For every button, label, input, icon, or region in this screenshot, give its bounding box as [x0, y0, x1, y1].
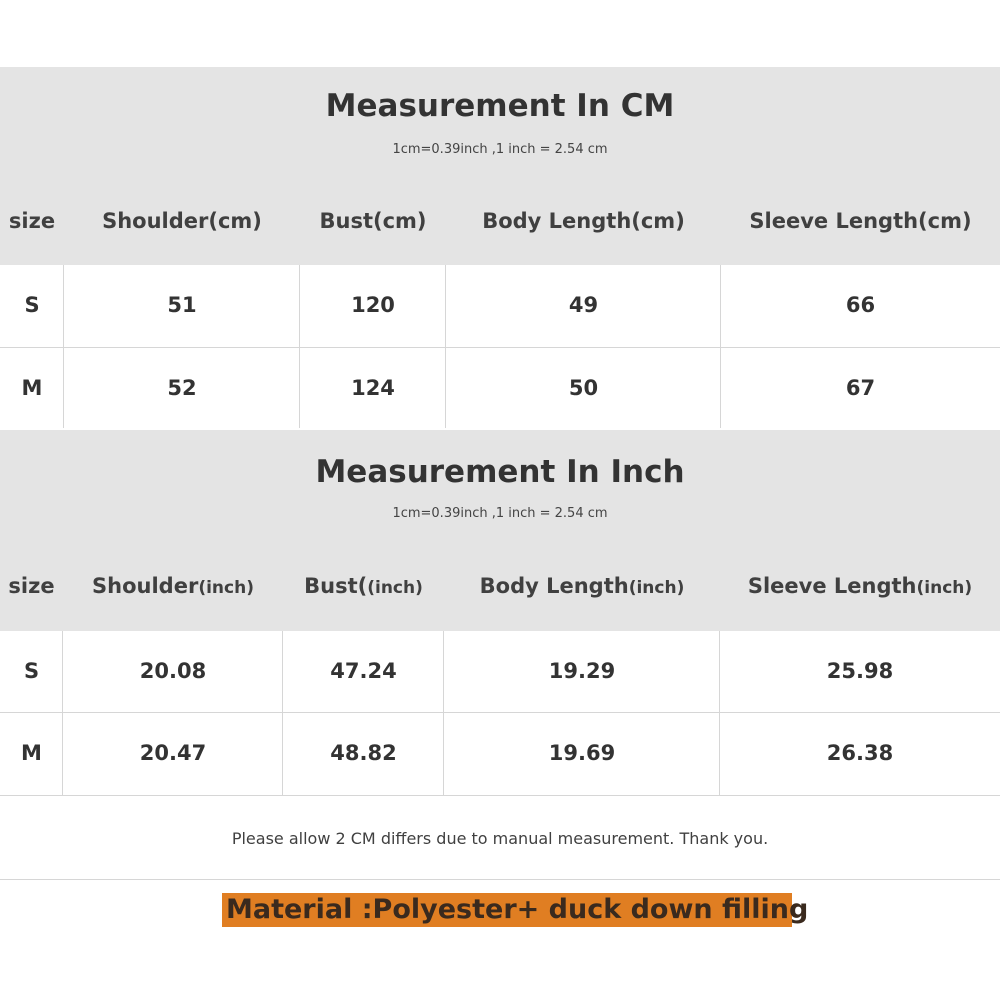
cm-cell-sleeve-length: 66	[845, 293, 876, 317]
cm-cell-bust: 120	[351, 293, 395, 317]
cm-cell-shoulder: 52	[167, 376, 197, 400]
cm-column-divider	[720, 265, 721, 428]
cm-cell-sleeve-length: 67	[845, 376, 876, 400]
cm-row-divider	[0, 347, 1000, 348]
cm-cell-size: M	[21, 376, 43, 400]
inch-header-shoulder: Shoulder(inch)	[92, 574, 254, 598]
inch-cell-body-length: 19.69	[548, 741, 616, 765]
inch-cell-size: M	[21, 741, 42, 765]
cm-column-divider	[299, 265, 300, 428]
inch-table-bottom-border	[0, 795, 1000, 796]
inch-cell-shoulder: 20.08	[139, 659, 207, 683]
cm-header-body-length: Body Length(cm)	[482, 209, 685, 233]
cm-cell-body-length: 49	[568, 293, 599, 317]
inch-cell-shoulder: 20.47	[139, 741, 207, 765]
cm-header-shoulder: Shoulder(cm)	[102, 209, 262, 233]
footer-divider	[0, 879, 1000, 880]
inch-cell-sleeve-length: 25.98	[826, 659, 894, 683]
inch-row-divider	[0, 712, 1000, 713]
inch-cell-body-length: 19.29	[548, 659, 616, 683]
manual-measurement-note: Please allow 2 CM differs due to manual measurement. Thank you.	[231, 829, 769, 848]
cm-column-divider	[445, 265, 446, 428]
inch-header-body-length: Body Length(inch)	[479, 574, 685, 598]
inch-header-size: size	[8, 574, 55, 598]
cm-header-bust: Bust(cm)	[319, 209, 427, 233]
inch-header-bust: Bust((inch)	[304, 574, 423, 598]
inch-cell-bust: 47.24	[330, 659, 397, 683]
inch-cell-sleeve-length: 26.38	[826, 741, 894, 765]
inch-column-divider	[443, 631, 444, 795]
cm-column-divider	[63, 265, 64, 428]
cm-conversion-note: 1cm=0.39inch ,1 inch = 2.54 cm	[392, 142, 608, 157]
cm-cell-body-length: 50	[568, 376, 599, 400]
cm-cell-size: S	[24, 293, 40, 317]
inch-conversion-note: 1cm=0.39inch ,1 inch = 2.54 cm	[392, 506, 608, 521]
inch-column-divider	[719, 631, 720, 795]
cm-table-title: Measurement In CM	[325, 88, 675, 124]
cm-header-size: size	[8, 209, 56, 233]
material-banner: Material :Polyester+ duck down filling	[222, 893, 792, 927]
inch-header-sleeve-length: Sleeve Length(inch)	[747, 574, 973, 598]
cm-cell-shoulder: 51	[167, 293, 197, 317]
cm-header-sleeve-length: Sleeve Length(cm)	[749, 209, 972, 233]
inch-column-divider	[62, 631, 63, 795]
inch-table-title: Measurement In Inch	[315, 454, 685, 490]
cm-cell-bust: 124	[351, 376, 395, 400]
inch-cell-bust: 48.82	[330, 741, 397, 765]
inch-cell-size: S	[23, 659, 40, 683]
inch-column-divider	[282, 631, 283, 795]
